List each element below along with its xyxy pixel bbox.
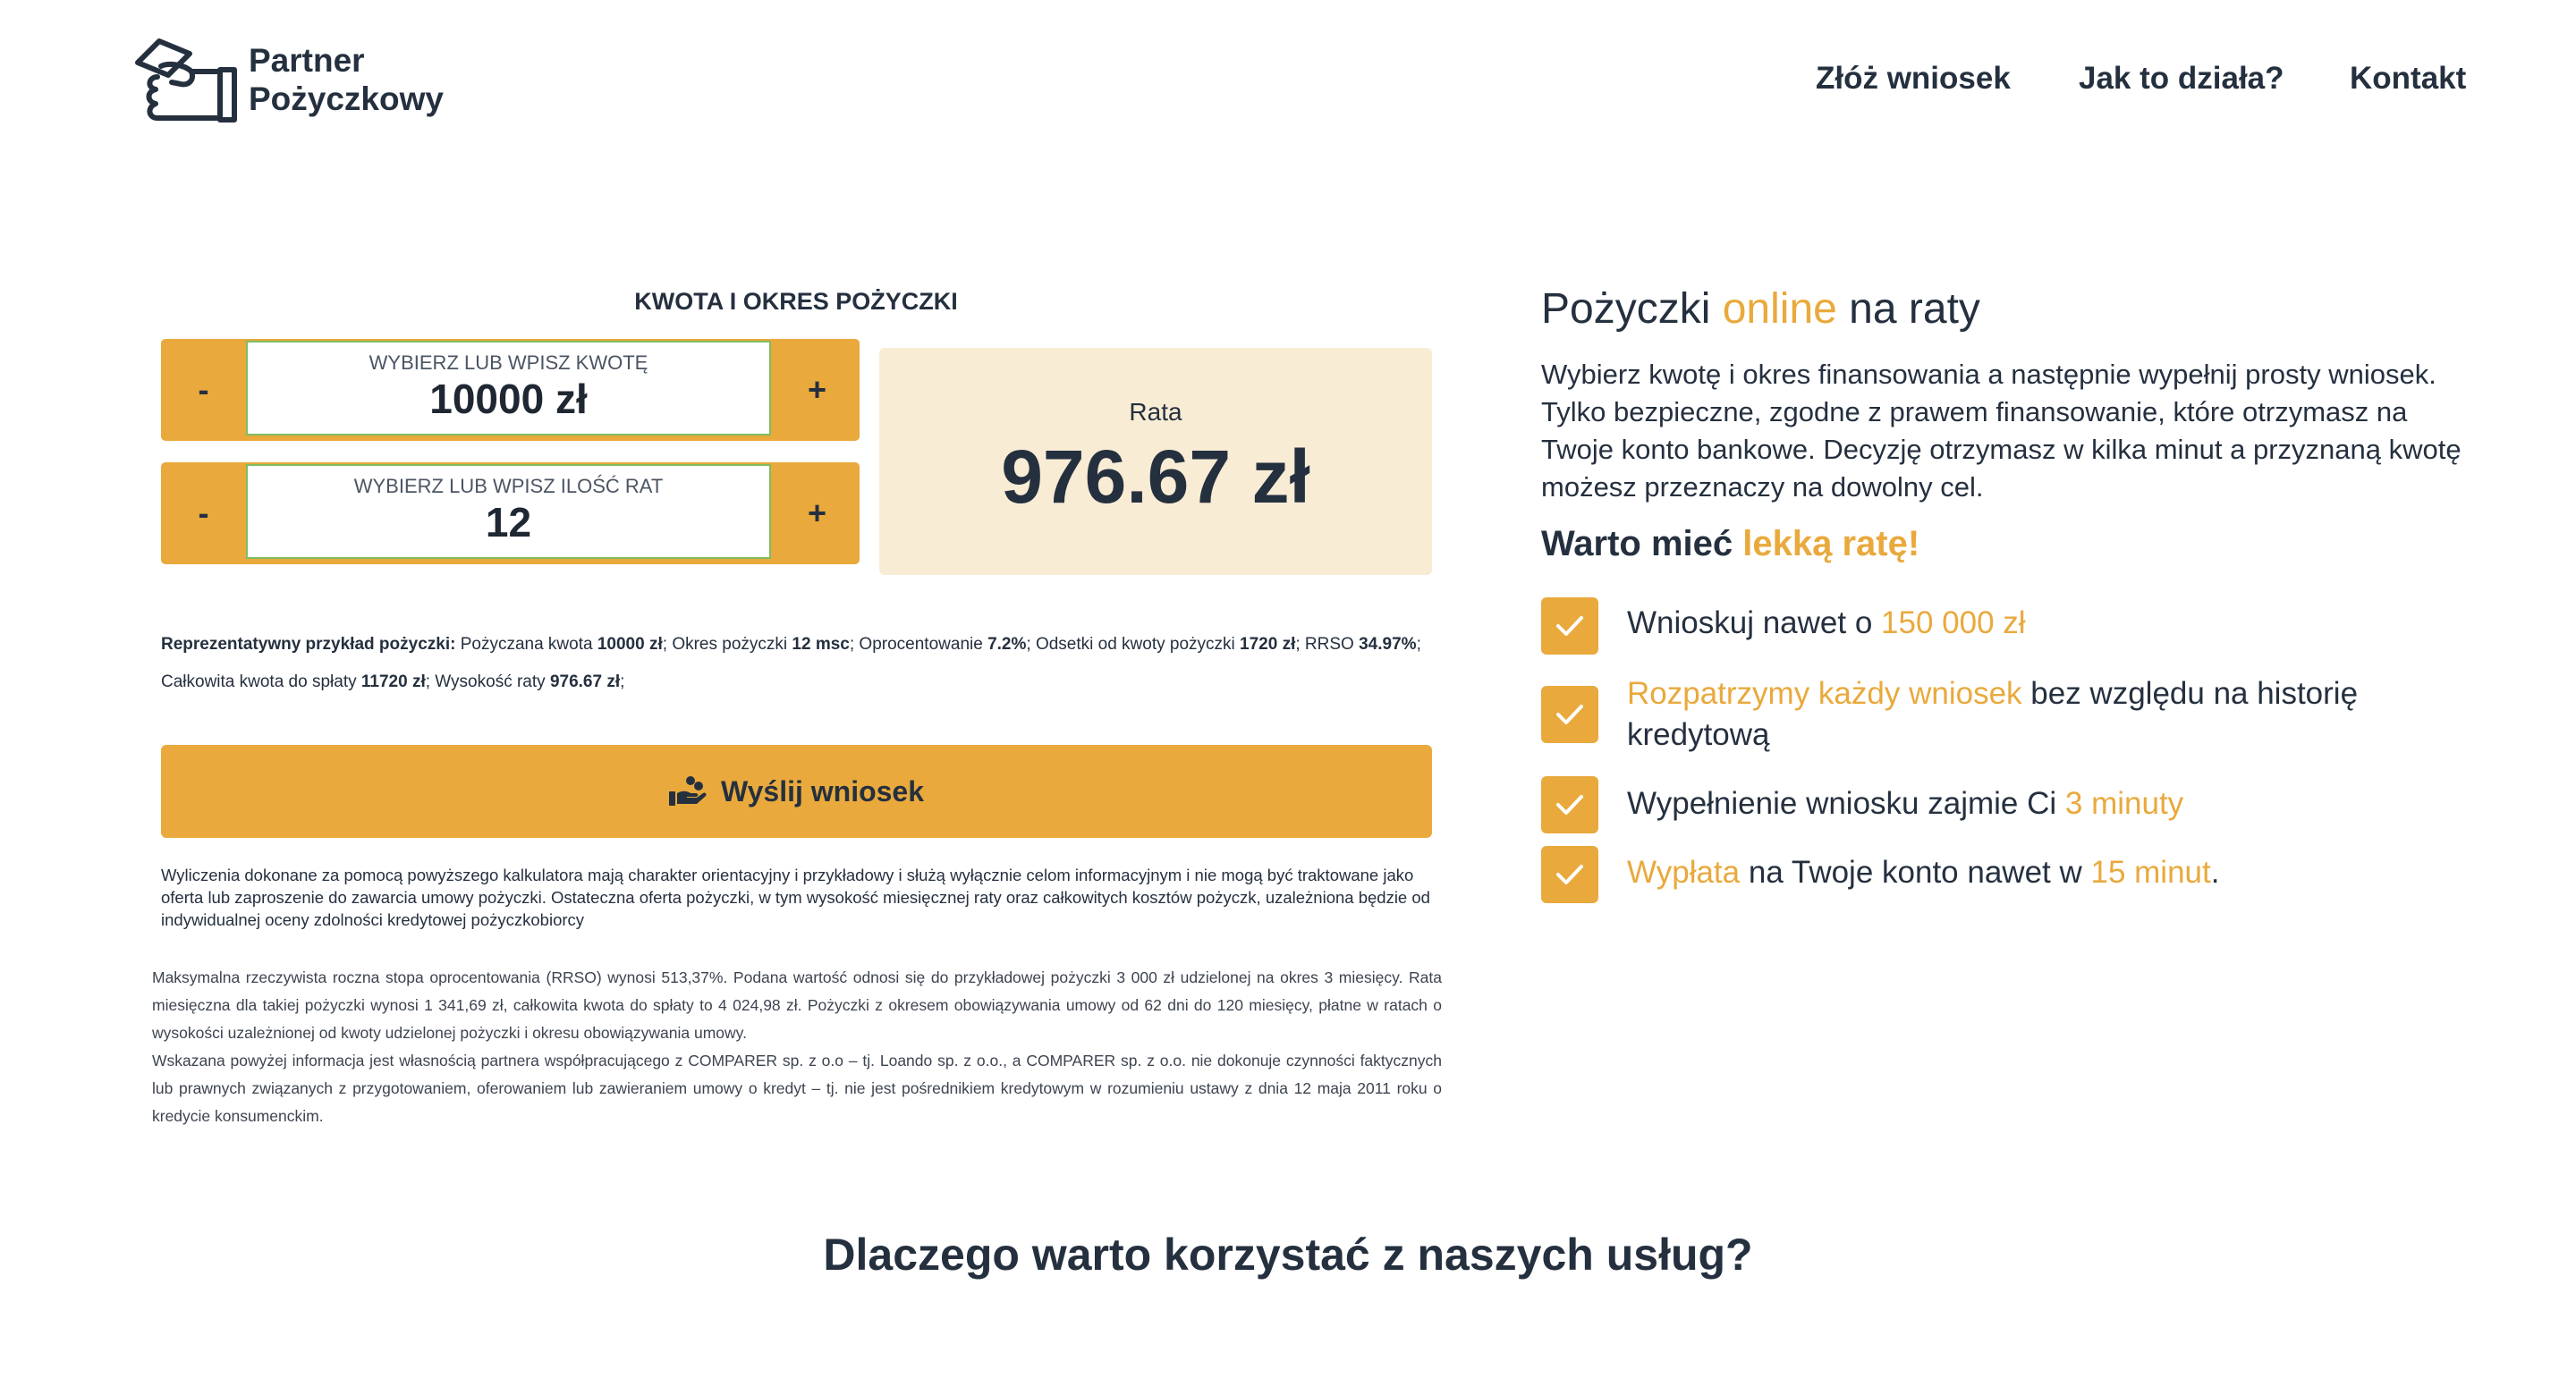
checkmark-icon [1541, 776, 1598, 833]
rep-text: ; RRSO [1295, 635, 1360, 654]
nav-contact[interactable]: Kontakt [2350, 61, 2467, 96]
section-heading: Dlaczego warto korzystać z naszych usług? [823, 1230, 1753, 1280]
hero-intro: Wybierz kwotę i okres finansowania a następnie wypełnij prosty wniosek. Tylko bezpieczne, zgodne z prawem finansowanie, które otrzymasz na Twoje konto bankowe. Decyzję otrzymasz w kilka minut a przyznaną kwotę możesz przeznaczy na dowolny cel. [1541, 359, 2462, 503]
rep-period: 12 msc [792, 635, 850, 654]
installments-increase-button[interactable]: + [775, 462, 860, 564]
representative-example [161, 626, 1431, 701]
rep-rrso: 34.97% [1359, 635, 1417, 654]
amount-stepper [161, 339, 860, 441]
nav-how-it-works[interactable]: Jak to działa? [2079, 61, 2284, 96]
installments-label: WYBIERZ LUB WPISZ ILOŚĆ RAT [353, 475, 664, 497]
logo-line1: Partner [249, 42, 365, 79]
legal-rrso-text: Maksymalna rzeczywista roczna stopa oprocentowania (RRSO) wynosi 513,37%. Podana wartość odnosi się do przykładowej pożyczki 3 000 zł udzielonej na okres 3 miesięcy. Rata miesięczna dla takiej pożyczki wynosi 1 341,69 zł, całkowita kwota do spłaty to 4 024,98 zł. Pożyczki z okresem obowiązywania umowy od 62 dni do 120 miesięcy, płatne w ratach o wysokości uzależnionej od kwoty udzielonej pożyczki i okresu obowiązywania umowy. [152, 968, 1442, 1042]
feature-item [1627, 852, 2486, 893]
amount-value[interactable]: 10000 zł [429, 376, 588, 422]
installment-label: Rata [1129, 398, 1182, 426]
legal-disclaimer [152, 964, 1442, 1130]
logo[interactable] [132, 38, 444, 123]
hero-subtitle-part: Warto mieć [1541, 524, 1743, 563]
amount-increase-button[interactable]: + [775, 339, 860, 441]
installment-value: 976.67 zł [1001, 435, 1310, 519]
feature-item [1627, 603, 2486, 644]
rep-installment: 976.67 zł [549, 672, 621, 691]
rep-text: ; Wysokość raty [425, 672, 550, 691]
hero-title-part: Pożyczki [1541, 285, 1723, 333]
checkmark-icon [1541, 597, 1598, 655]
feature-item [1627, 673, 2486, 756]
feature-text: bez względu na historię kredytową [1627, 676, 2359, 752]
feature-highlight: Rozpatrzymy każdy wniosek [1627, 676, 2022, 711]
feature-highlight: 3 minuty [2064, 786, 2184, 821]
installments-stepper [161, 462, 860, 564]
hero-title-highlight: online [1722, 285, 1837, 333]
rep-text: ; Całkowita kwota do spłaty [161, 635, 1421, 691]
feature-item [1627, 783, 2486, 824]
installments-field[interactable] [246, 464, 771, 559]
rep-interest: 7.2% [987, 635, 1027, 654]
rep-text: ; Oprocentowanie [849, 635, 988, 654]
amount-field[interactable] [246, 341, 771, 435]
legal-partner-text: Wskazana powyżej informacja jest własnością partnera współpracującego z COMPARER sp. z o.o – tj. Loando sp. z o.o., a COMPARER sp. z o.o. nie dokonuje czynności faktycznych lub prawnych związanych z przygotowaniem, oferowaniem lub zawieraniem umowy o kredyt – tj. nie jest pośrednikiem kredytowym w rozumieniu ustawy z dnia 12 maja 2011 roku o kredycie konsumenckim. [152, 1052, 1442, 1125]
rep-text: ; [620, 672, 625, 691]
rep-lead: Reprezentatywny przykład pożyczki: [161, 635, 456, 654]
feature-text: Wypełnienie wniosku zajmie Ci [1627, 786, 2065, 821]
checkmark-icon [1541, 846, 1598, 903]
installments-decrease-button[interactable]: - [161, 462, 246, 564]
hero-subtitle-highlight: lekką ratę! [1742, 524, 1920, 563]
rep-text: Pożyczana kwota [455, 635, 597, 654]
hero-title-part: na raty [1836, 285, 1980, 333]
feature-text: Wnioskuj nawet o [1627, 605, 1882, 640]
rep-total: 11720 zł [360, 672, 426, 691]
calculator-disclaimer: Wyliczenia dokonane za pomocą powyższego kalkulatora mają charakter orientacyjny i przykładowy i służą wyłącznie celom informacyjnym i nie mogą być traktowane jako oferta lub zaproszenie do zawarcia umowy pożyczki. Ostateczna oferta pożyczki, w tym wysokość miesięcznej raty oraz całkowitych kosztów pożyczk, uzależniona będzie od indywidualnej oceny zdolności kredytowej pożyczkobiorcy [161, 866, 1430, 929]
submit-application-button[interactable] [161, 745, 1432, 838]
hero-subtitle [1541, 524, 1919, 564]
logo-line2: Pożyczkowy [249, 80, 444, 117]
amount-decrease-button[interactable]: - [161, 339, 246, 441]
hand-coins-icon [669, 775, 707, 807]
rep-text: ; Odsetki od kwoty pożyczki [1026, 635, 1241, 654]
rep-amount: 10000 zł [597, 635, 663, 654]
hero-title [1541, 284, 1980, 334]
handshake-logo-icon [132, 38, 240, 123]
feature-highlight: 150 000 zł [1881, 605, 2026, 640]
calculator-title: KWOTA I OKRES POŻYCZKI [634, 288, 958, 315]
feature-text: . [2210, 855, 2220, 890]
feature-text: na Twoje konto nawet w [1740, 855, 2091, 890]
checkmark-icon [1541, 686, 1598, 743]
amount-label: WYBIERZ LUB WPISZ KWOTĘ [369, 351, 648, 374]
feature-highlight: 15 minut [2090, 855, 2211, 890]
rep-interest-amount: 1720 zł [1240, 635, 1296, 654]
installments-value[interactable]: 12 [485, 499, 532, 545]
nav-apply[interactable]: Złóż wniosek [1816, 61, 2011, 96]
logo-text [249, 41, 444, 118]
submit-label: Wyślij wniosek [720, 774, 925, 807]
installment-summary [879, 348, 1432, 575]
rep-text: ; Okres pożyczki [662, 635, 792, 654]
feature-highlight: Wypłata [1627, 855, 1741, 890]
